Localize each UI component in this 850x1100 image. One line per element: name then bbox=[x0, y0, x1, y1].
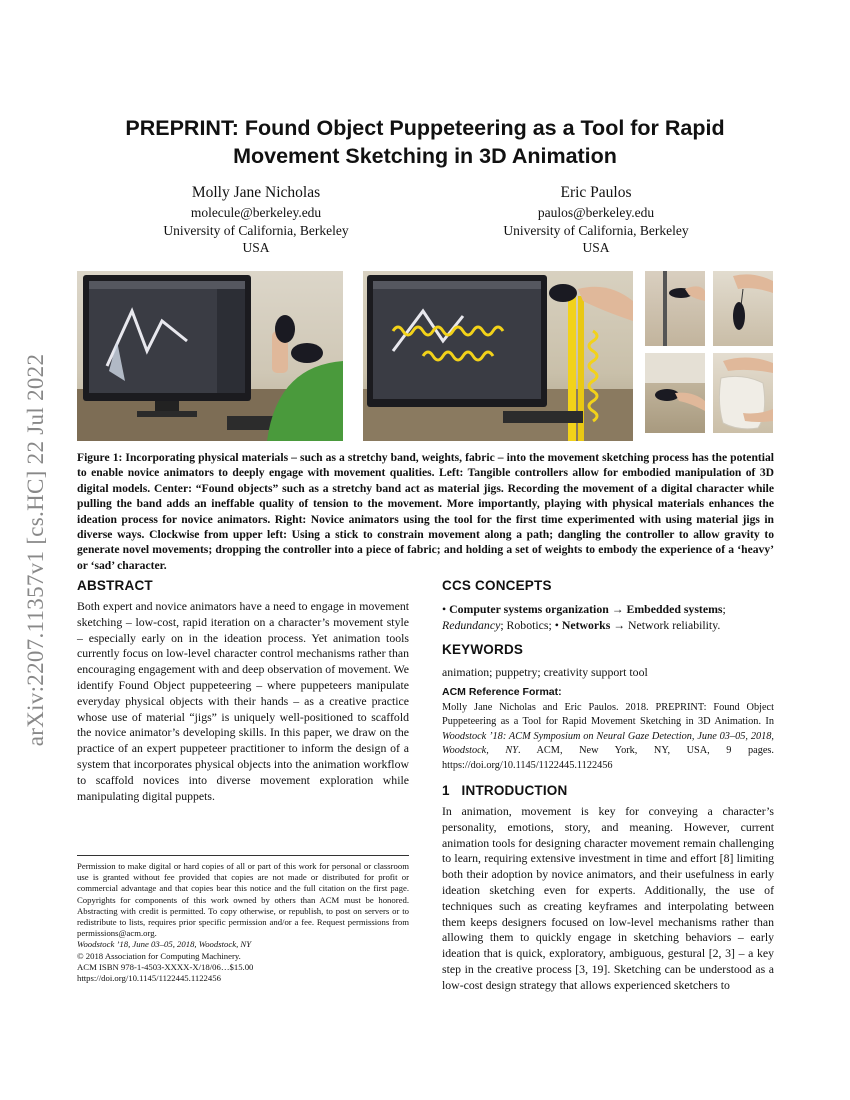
copyright-line: © 2018 Association for Computing Machinery. bbox=[77, 950, 241, 961]
ccs-sub-2: Network reliability. bbox=[628, 617, 721, 632]
author-country: USA bbox=[582, 240, 610, 255]
ccs-section bbox=[442, 578, 774, 634]
introduction-section bbox=[442, 783, 774, 994]
ccs-arrow: → bbox=[613, 617, 626, 632]
acm-ref-venue: Woodstock ’18: ACM Symposium on Neural Gaze Detection, June 03–05, 2018, Woodstock, NY bbox=[442, 730, 774, 757]
keywords-section bbox=[442, 642, 774, 681]
title-line-2: Movement Sketching in 3D Animation bbox=[233, 144, 617, 168]
figure-thumb-dangling bbox=[713, 271, 773, 346]
ccs-extra: Redundancy bbox=[442, 617, 501, 632]
abstract-heading: ABSTRACT bbox=[77, 578, 153, 593]
figure-thumb-fabric bbox=[713, 353, 773, 433]
figure-thumb-weights bbox=[645, 353, 705, 433]
fabric-scene-illustration bbox=[713, 353, 773, 433]
ccs-sub-1: Embedded systems bbox=[626, 602, 723, 616]
author-block-2 bbox=[466, 182, 726, 257]
weights-scene-illustration bbox=[645, 353, 705, 433]
copyright-footnote bbox=[77, 861, 409, 984]
ccs-arrow: → bbox=[611, 602, 624, 616]
acm-ref-text bbox=[442, 701, 774, 773]
acm-ref-part1: Molly Jane Nicholas and Eric Paulos. 2018. PREPRINT: Found Object Puppeteering as a Tool for Rapid Movement Sketching in 3D Animation. In bbox=[442, 702, 774, 728]
footnote-divider bbox=[77, 855, 409, 856]
ccs-bullet: • bbox=[554, 617, 559, 632]
stretchy-band-scene-illustration bbox=[363, 271, 633, 441]
author-affiliation: University of California, Berkeley bbox=[503, 222, 689, 238]
ccs-rest: ; Robotics; bbox=[500, 617, 552, 632]
title-line-1: PREPRINT: Found Object Puppeteering as a Tool for Rapid bbox=[125, 116, 725, 140]
ccs-concept-2: Networks bbox=[561, 617, 611, 632]
author-name: Eric Paulos bbox=[560, 184, 632, 201]
figure-thumb-stick bbox=[645, 271, 705, 346]
dangling-scene-illustration bbox=[713, 271, 773, 346]
arxiv-stamp bbox=[10, 300, 62, 800]
ccs-concept-1: Computer systems organization bbox=[449, 602, 609, 616]
author-email[interactable]: paulos@berkeley.edu bbox=[537, 205, 655, 220]
author-block-1 bbox=[126, 182, 386, 257]
acm-reference-section bbox=[442, 686, 774, 773]
figure-caption: Figure 1: Incorporating physical materials – such as a stretchy band, weights, fabric – into the movement sketching process has the potential to enable novice animators to deeply engage with movement qualities. Left: Tangible controllers allow for embodied manipulation of 3D digital models. Center: “Found objects” such as a stretchy band act as material jigs. Recording the movement of a digital character while pulling the band adds an ineffable quality of tension to the movement. More importantly, playing with physical materials enhances the ideation process for novice animators. Right: Novice animators using the tool for the first time experimented with using material jigs in diverse ways. Clockwise from upper left: Using a stick to constrain movement along a path; dangling the controller to allow gravity to generate novel movements; dropping the controller into a piece of fabric; and holding a set of weights to embody the experience of a ‘heavy’ or ‘sad’ character. bbox=[77, 451, 774, 572]
stick-scene-illustration bbox=[645, 271, 705, 346]
isbn-line: ACM ISBN 978-1-4503-XXXX-X/18/06…$15.00 bbox=[77, 961, 254, 972]
abstract-text: Both expert and novice animators have a need to engage in movement sketching – low-cost, rapid iteration on a character’s movement style – especially early on in the ideation process. Yet animation tools currently focus on low-level character control mechanisms rather than encouraging engagement with and deep observation of movement. We identify Found Object puppeteering – where puppeteers manipulate everyday physical objects with their hands – as a creative practice whose use of material “jigs” is uniquely well-positioned to scaffold the novice animator’s developing skills. In this paper, we draw on the practice of an expert puppeteer practitioner to inform the design of a system that incorporates physical objects into the animation workflow to scaffold novices into diverse movement exploration while manipulating digital puppets. bbox=[77, 599, 409, 803]
conference-line: Woodstock ’18, June 03–05, 2018, Woodstock, NY bbox=[77, 939, 252, 950]
introduction-text: In animation, movement is key for conveying a character’s personality, emotions, story, and meaning. However, current animation tools for designing character movement remain challenging to learn, requiring extensive investment in time and effort [8] limiting both their adoption by novice animators, and their usefulness in early ideation sketching even for experts. Additionally, the use of techniques such as creating keyframes and interpolating between them keeps designers focused on low-level mechanisms rather than allowing them to quickly engage in sketching behaviors – early ideation that is quick, exploratory, ambiguous, gestural [2, 3] – a key step in the creative process [3, 19]. Sketching can be understood as a low-cost design strategy that allows experienced sketchers to bbox=[442, 804, 774, 992]
author-affiliation: University of California, Berkeley bbox=[163, 222, 349, 238]
paper-title bbox=[80, 114, 770, 170]
ccs-bullet: • bbox=[442, 602, 447, 616]
keywords-heading: KEYWORDS bbox=[442, 642, 524, 657]
figure-photo-center bbox=[363, 271, 633, 441]
figure-photo-left bbox=[77, 271, 343, 441]
ccs-sep: ; bbox=[722, 602, 726, 616]
author-country: USA bbox=[242, 240, 270, 255]
author-name: Molly Jane Nicholas bbox=[191, 184, 321, 201]
acm-ref-part2: . ACM, New York, NY, USA, 9 pages. https://doi.org/10.1145/1122445.1122456 bbox=[442, 745, 774, 771]
permission-notice: Permission to make digital or hard copies of all or part of this work for personal or classroom use is granted without fee provided that copies are not made or distributed for profit or commercial advantage and that copies bear this notice and the full citation on the first page. Copyrights for components of this work owned by others than ACM must be honored. Abstracting with credit is permitted. To copy otherwise, or republish, to post on servers or to redistribute to lists, requires prior specific permission and/or a fee. Request permissions from permissions@acm.org. bbox=[77, 861, 409, 939]
monitor-scene-illustration bbox=[77, 271, 343, 441]
ccs-text bbox=[442, 602, 774, 634]
arxiv-id: arXiv:2207.11357v1 [cs.HC] 22 Jul 2022 bbox=[23, 353, 48, 747]
acm-ref-heading: ACM Reference Format: bbox=[442, 686, 562, 698]
keywords-text: animation; puppetry; creativity support tool bbox=[442, 665, 648, 679]
introduction-heading: 1 INTRODUCTION bbox=[442, 783, 568, 798]
doi-line[interactable]: https://doi.org/10.1145/1122445.1122456 bbox=[77, 973, 221, 984]
author-email[interactable]: molecule@berkeley.edu bbox=[190, 205, 322, 220]
abstract-section bbox=[77, 578, 409, 804]
ccs-heading: CCS CONCEPTS bbox=[442, 578, 552, 593]
